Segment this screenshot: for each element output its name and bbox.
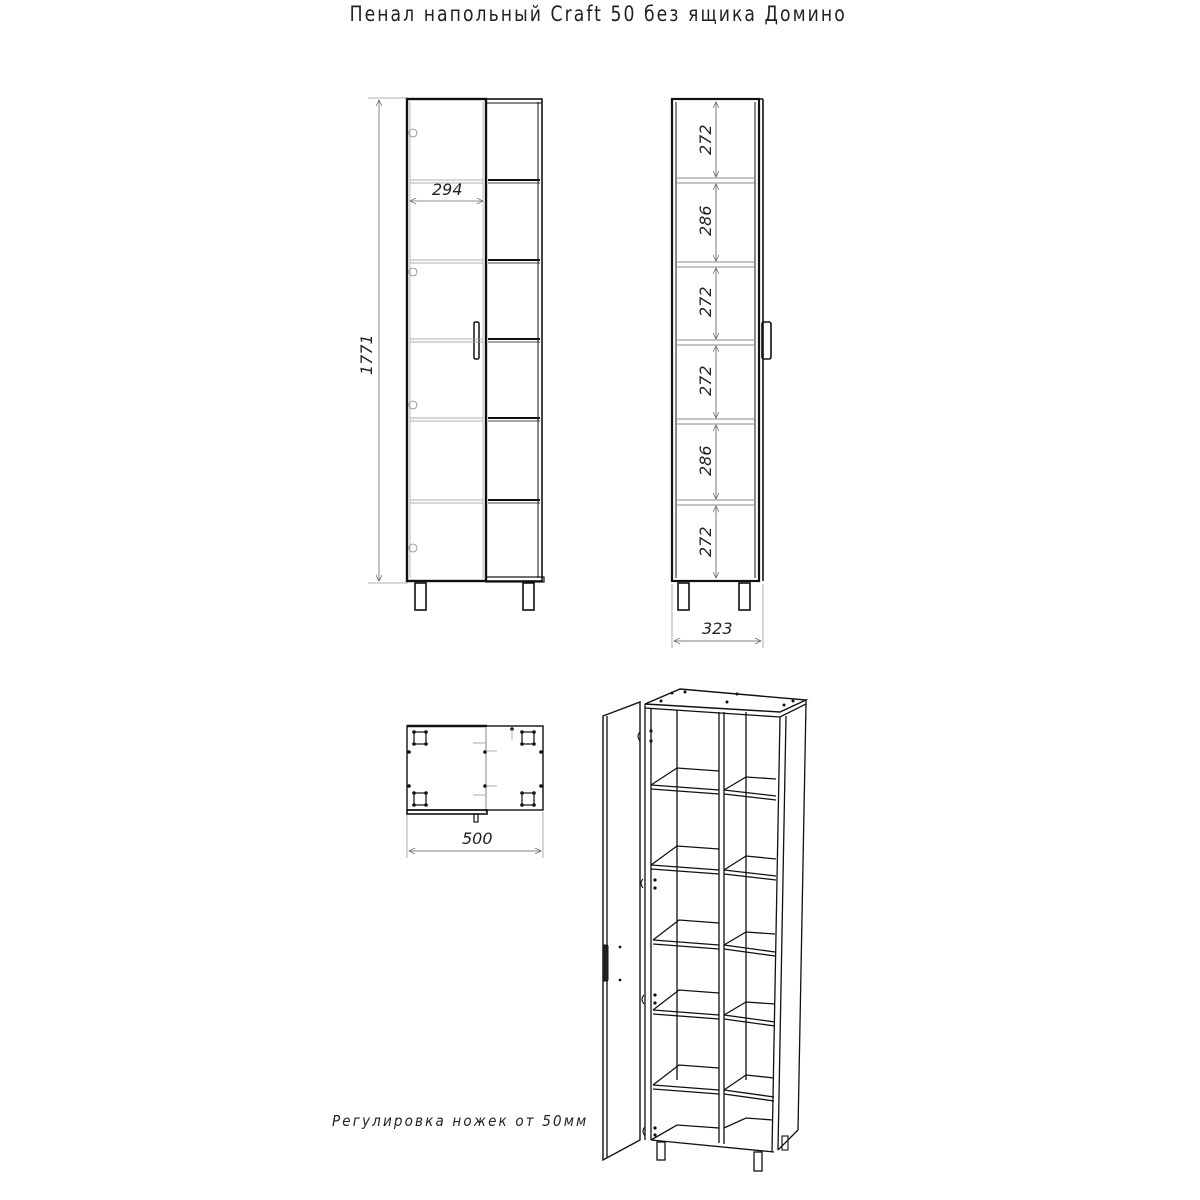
- depth-dim-label: 323: [702, 619, 733, 638]
- height-dimension: [357, 98, 408, 583]
- height-dim-label: 1771: [357, 334, 376, 375]
- isometric-view: [603, 689, 806, 1171]
- top-view: [407, 726, 543, 858]
- iso-door: [603, 702, 640, 1160]
- shelf-gap-4: 272: [696, 365, 715, 396]
- front-view: [357, 98, 544, 610]
- iso-shelves: [651, 768, 776, 1152]
- leg: [739, 583, 750, 610]
- inner-width-dim-label: 294: [432, 180, 463, 199]
- leg-adjustment-note: Регулировка ножек от 50мм: [332, 1112, 589, 1130]
- shelf-gap-3: 272: [696, 286, 715, 317]
- drawing-title: Пенал напольный Craft 50 без ящика Домино: [349, 2, 847, 26]
- shelf-gap-5: 286: [696, 445, 715, 476]
- width-dim-label: 500: [462, 829, 493, 848]
- shelf-gap-2: 286: [696, 205, 715, 236]
- shelf-gap-1: 272: [696, 124, 715, 155]
- iso-leg: [657, 1142, 665, 1160]
- iso-leg: [754, 1152, 762, 1171]
- leg: [415, 583, 426, 610]
- door-handle: [474, 322, 479, 359]
- shelf-gap-6: 272: [696, 526, 715, 557]
- side-view: [672, 99, 771, 648]
- iso-door-handle: [603, 945, 608, 981]
- leg: [678, 583, 689, 610]
- leg: [523, 583, 534, 610]
